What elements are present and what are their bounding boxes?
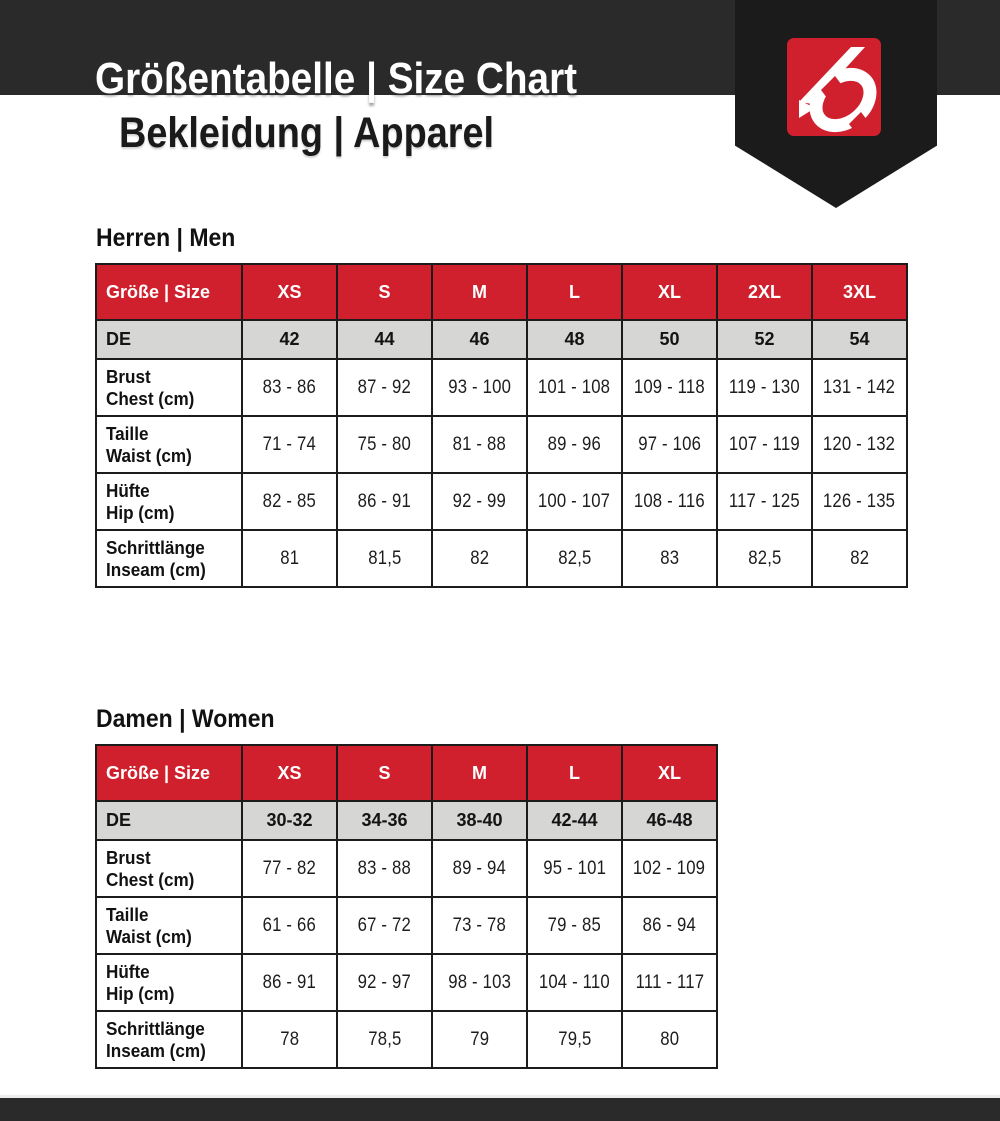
de-value-cell: 38-40	[432, 801, 527, 840]
measurement-value-cell: 101 - 108	[527, 359, 622, 416]
size-col-header: XL	[622, 745, 717, 801]
measurement-value-cell: 104 - 110	[527, 954, 622, 1011]
section-heading-women-text: Damen | Women	[96, 705, 275, 733]
section-men	[95, 224, 908, 588]
men-size-table	[95, 263, 908, 588]
size-col-header: XL	[622, 264, 717, 320]
size-header-row	[96, 264, 907, 320]
measurement-row	[96, 897, 717, 954]
de-label-cell: DE	[96, 320, 242, 359]
measurement-value-cell: 86 - 91	[242, 954, 337, 1011]
section-heading-men	[96, 224, 908, 252]
measurement-value-cell: 98 - 103	[432, 954, 527, 1011]
measurement-row	[96, 1011, 717, 1068]
measurement-value-cell: 81,5	[337, 530, 432, 587]
measurement-value-cell: 95 - 101	[527, 840, 622, 897]
measurement-row	[96, 416, 907, 473]
five-ten-logo-glyph	[787, 38, 881, 136]
measurement-row	[96, 473, 907, 530]
measurement-label-cell: Brust Chest (cm)	[96, 359, 242, 416]
measurement-value-cell: 81 - 88	[432, 416, 527, 473]
measurement-value-cell: 79,5	[527, 1011, 622, 1068]
measurement-label-cell: Brust Chest (cm)	[96, 840, 242, 897]
measurement-value-cell: 93 - 100	[432, 359, 527, 416]
measurement-value-cell: 83 - 86	[242, 359, 337, 416]
de-size-row	[96, 801, 717, 840]
measurement-value-cell: 78	[242, 1011, 337, 1068]
measurement-value-cell: 82,5	[527, 530, 622, 587]
measurement-value-cell: 80	[622, 1011, 717, 1068]
measurement-value-cell: 120 - 132	[812, 416, 907, 473]
measurement-value-cell: 83	[622, 530, 717, 587]
measurement-value-cell: 71 - 74	[242, 416, 337, 473]
size-col-header: M	[432, 745, 527, 801]
measurement-value-cell: 61 - 66	[242, 897, 337, 954]
measurement-label-cell: Schrittlänge Inseam (cm)	[96, 530, 242, 587]
measurement-value-cell: 82	[432, 530, 527, 587]
measurement-value-cell: 109 - 118	[622, 359, 717, 416]
page-subtitle-text: Bekleidung | Apparel	[119, 109, 495, 157]
measurement-label-cell: Schrittlänge Inseam (cm)	[96, 1011, 242, 1068]
measurement-value-cell: 82,5	[717, 530, 812, 587]
size-col-header: S	[337, 264, 432, 320]
measurement-value-cell: 97 - 106	[622, 416, 717, 473]
section-heading-women	[96, 705, 718, 733]
section-heading-men-text: Herren | Men	[96, 224, 236, 252]
page-subtitle	[119, 111, 545, 155]
measurement-value-cell: 79 - 85	[527, 897, 622, 954]
measurement-row	[96, 954, 717, 1011]
measurement-row	[96, 530, 907, 587]
page-title-text: Größentabelle | Size Chart	[95, 54, 578, 103]
measurement-value-cell: 77 - 82	[242, 840, 337, 897]
size-col-header: L	[527, 745, 622, 801]
measurement-value-cell: 82 - 85	[242, 473, 337, 530]
size-col-header: 3XL	[812, 264, 907, 320]
de-value-cell: 34-36	[337, 801, 432, 840]
measurement-label-cell: Hüfte Hip (cm)	[96, 954, 242, 1011]
de-value-cell: 44	[337, 320, 432, 359]
section-women	[95, 705, 718, 1069]
de-value-cell: 54	[812, 320, 907, 359]
de-value-cell: 46-48	[622, 801, 717, 840]
bottom-footer-bar	[0, 1098, 1000, 1121]
measurement-value-cell: 108 - 116	[622, 473, 717, 530]
size-label-header: Größe | Size	[96, 745, 242, 801]
five-ten-logo	[787, 38, 881, 136]
measurement-value-cell: 92 - 99	[432, 473, 527, 530]
size-header-row	[96, 745, 717, 801]
size-col-header: S	[337, 745, 432, 801]
measurement-value-cell: 81	[242, 530, 337, 587]
size-col-header: XS	[242, 745, 337, 801]
measurement-value-cell: 73 - 78	[432, 897, 527, 954]
women-size-table	[95, 744, 718, 1069]
measurement-value-cell: 100 - 107	[527, 473, 622, 530]
de-label-cell: DE	[96, 801, 242, 840]
size-label-header: Größe | Size	[96, 264, 242, 320]
size-col-header: M	[432, 264, 527, 320]
measurement-label-cell: Taille Waist (cm)	[96, 897, 242, 954]
measurement-value-cell: 107 - 119	[717, 416, 812, 473]
measurement-value-cell: 75 - 80	[337, 416, 432, 473]
measurement-value-cell: 87 - 92	[337, 359, 432, 416]
size-col-header: XS	[242, 264, 337, 320]
de-size-row	[96, 320, 907, 359]
measurement-value-cell: 83 - 88	[337, 840, 432, 897]
measurement-value-cell: 79	[432, 1011, 527, 1068]
brand-pennant-ribbon	[735, 0, 937, 208]
measurement-value-cell: 131 - 142	[812, 359, 907, 416]
de-value-cell: 46	[432, 320, 527, 359]
measurement-value-cell: 111 - 117	[622, 954, 717, 1011]
measurement-value-cell: 67 - 72	[337, 897, 432, 954]
measurement-row	[96, 840, 717, 897]
measurement-value-cell: 78,5	[337, 1011, 432, 1068]
measurement-value-cell: 86 - 94	[622, 897, 717, 954]
de-value-cell: 50	[622, 320, 717, 359]
measurement-value-cell: 119 - 130	[717, 359, 812, 416]
measurement-label-cell: Hüfte Hip (cm)	[96, 473, 242, 530]
measurement-value-cell: 117 - 125	[717, 473, 812, 530]
de-value-cell: 30-32	[242, 801, 337, 840]
measurement-value-cell: 82	[812, 530, 907, 587]
measurement-value-cell: 92 - 97	[337, 954, 432, 1011]
measurement-label-cell: Taille Waist (cm)	[96, 416, 242, 473]
measurement-value-cell: 126 - 135	[812, 473, 907, 530]
measurement-value-cell: 102 - 109	[622, 840, 717, 897]
measurement-value-cell: 89 - 96	[527, 416, 622, 473]
de-value-cell: 48	[527, 320, 622, 359]
de-value-cell: 42-44	[527, 801, 622, 840]
size-col-header: 2XL	[717, 264, 812, 320]
measurement-value-cell: 86 - 91	[337, 473, 432, 530]
de-value-cell: 52	[717, 320, 812, 359]
measurement-value-cell: 89 - 94	[432, 840, 527, 897]
measurement-row	[96, 359, 907, 416]
page-title	[95, 54, 643, 103]
de-value-cell: 42	[242, 320, 337, 359]
size-col-header: L	[527, 264, 622, 320]
